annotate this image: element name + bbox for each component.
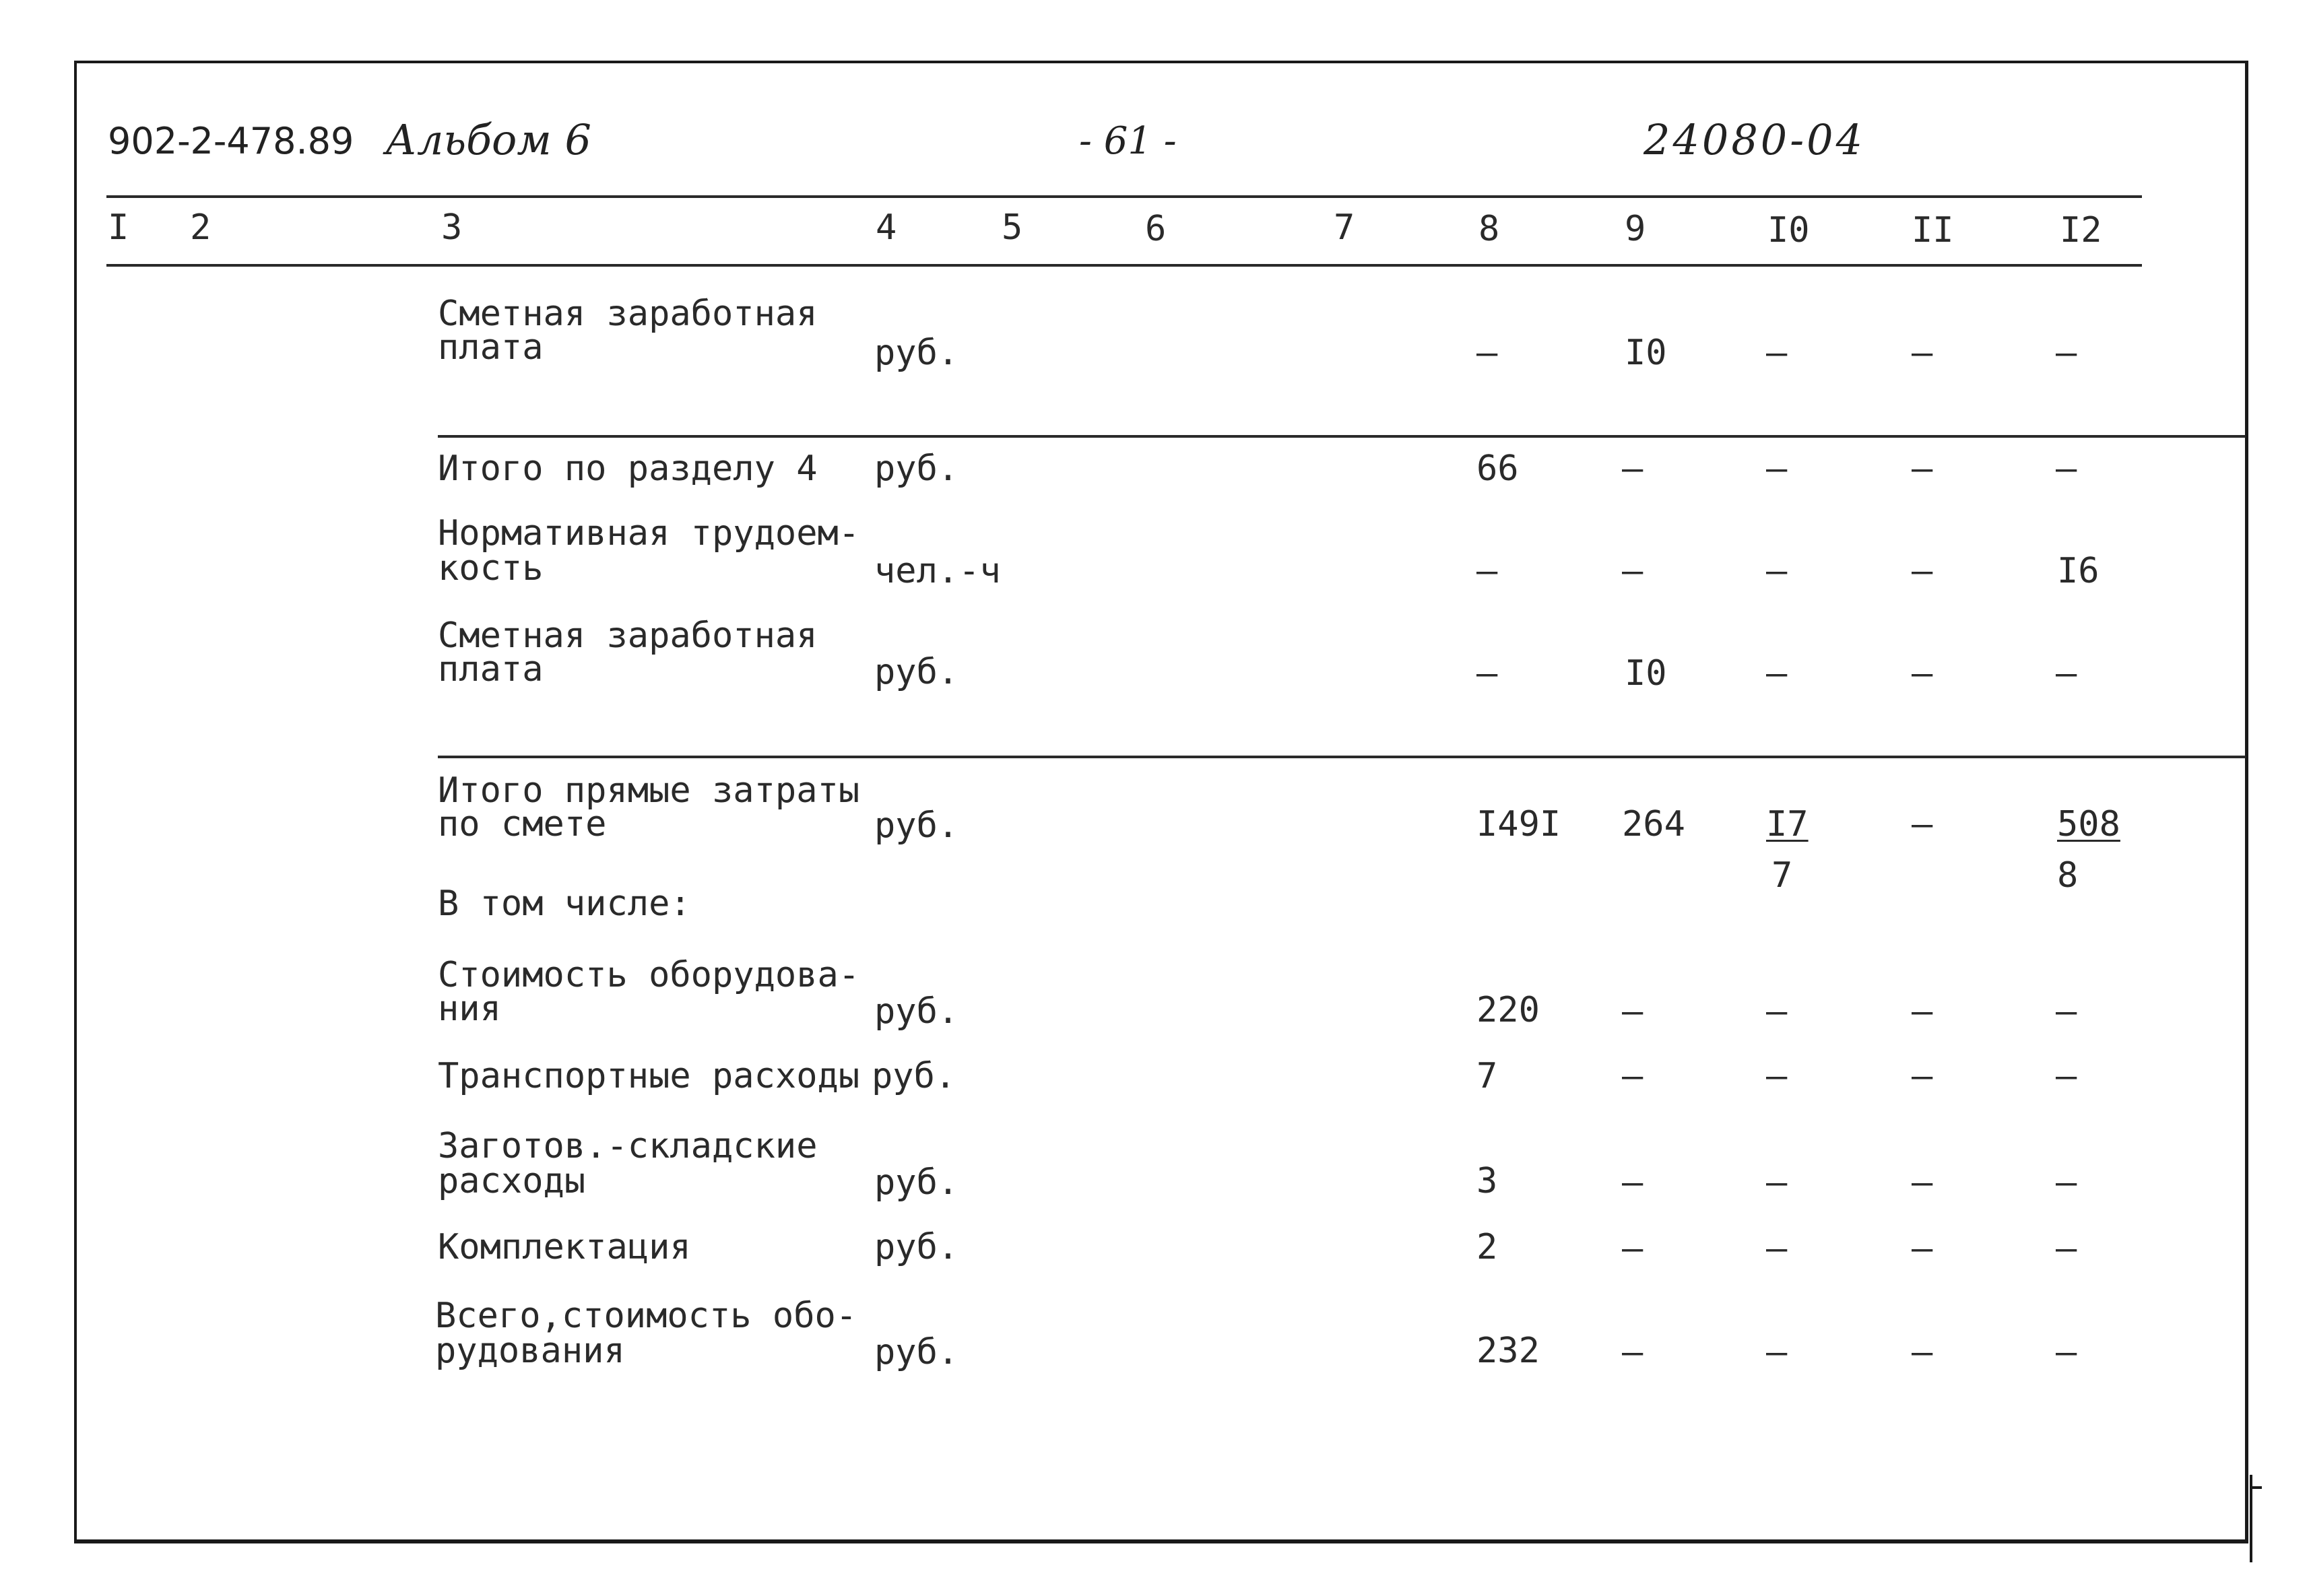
row-col10-sub: 7: [1771, 855, 1793, 896]
col-header-7: 7: [1334, 207, 1355, 248]
row-label-line1: Заготов.-складские: [438, 1126, 818, 1166]
row-col11: –: [1912, 1332, 1933, 1372]
row-col11: –: [1912, 653, 1933, 694]
row-col11: –: [1912, 1228, 1933, 1269]
row-col10: –: [1766, 991, 1788, 1032]
row-col9: –: [1622, 1162, 1643, 1203]
col-header-10: I0: [1767, 210, 1810, 251]
row-label-line1: Сметная заработная: [438, 294, 818, 334]
row-label-line1: Итого прямые затраты: [438, 770, 860, 811]
row-col9: –: [1622, 1056, 1643, 1096]
row-label-line1: Сметная заработная: [438, 616, 818, 656]
row-unit: руб.: [874, 805, 959, 846]
col-header-9: 9: [1625, 209, 1646, 249]
row-unit: руб.: [874, 652, 959, 692]
row-col12: I6: [2057, 551, 2100, 591]
row-col8: I49I: [1476, 804, 1561, 844]
row-col9: I0: [1625, 333, 1667, 373]
col-header-1: I: [108, 207, 129, 248]
col-header-12: I2: [2060, 210, 2102, 251]
row-col11: –: [1912, 1162, 1933, 1203]
row-unit: руб.: [874, 333, 959, 373]
row-col10: –: [1766, 1162, 1788, 1203]
row-unit: чел.-ч: [874, 551, 1001, 591]
row-label-line2: по смете: [438, 804, 607, 844]
row-unit: руб.: [874, 1162, 959, 1203]
row-label-line2: кость: [438, 548, 544, 589]
row-col11: –: [1912, 804, 1933, 844]
row-col8: 2: [1476, 1227, 1498, 1267]
row-col10: –: [1766, 653, 1788, 694]
row-unit: руб.: [874, 1227, 959, 1267]
page-frame: [74, 61, 2248, 1543]
row-col12: –: [2056, 448, 2077, 489]
row-label-line2: плата: [438, 327, 544, 368]
section-rule: [438, 756, 2246, 758]
row-col9: –: [1622, 1228, 1643, 1269]
row-col8: 232: [1476, 1331, 1540, 1371]
row-col12: –: [2056, 1162, 2077, 1203]
row-label-line1: Стоимость оборудова-: [438, 955, 860, 995]
row-label-line1: Нормативная трудоем-: [438, 513, 860, 554]
col-header-8: 8: [1478, 209, 1500, 249]
row-col11: –: [1912, 333, 1933, 373]
row-col8: 220: [1476, 990, 1540, 1030]
row-col8: –: [1476, 551, 1498, 591]
page-number: - 61 -: [1079, 119, 1177, 163]
row-col10: –: [1766, 1332, 1788, 1372]
row-col12-sub: 8: [2057, 855, 2079, 896]
row-label-line2: расходы: [438, 1161, 586, 1201]
row-col10: –: [1766, 1228, 1788, 1269]
row-col11: –: [1912, 551, 1933, 591]
row-unit: руб.: [874, 448, 959, 489]
row-col9: –: [1622, 991, 1643, 1032]
row-label-line2: плата: [438, 649, 544, 690]
row-col10: –: [1766, 551, 1788, 591]
row-col12: –: [2056, 653, 2077, 694]
row-col12: –: [2056, 991, 2077, 1032]
row-label-line1: Транспортные расходы: [438, 1056, 860, 1096]
row-col8: 3: [1476, 1161, 1498, 1201]
album-label: Альбом 6: [385, 115, 591, 164]
doc-code: 902-2-478.89: [108, 120, 354, 162]
document-number: 24080-04: [1643, 115, 1866, 164]
header-rule-top: [106, 195, 2142, 198]
row-unit: руб.: [872, 1056, 956, 1096]
row-col9: –: [1622, 448, 1643, 489]
row-col12: –: [2056, 1228, 2077, 1269]
row-col11: –: [1912, 448, 1933, 489]
row-col8: 66: [1476, 448, 1519, 489]
row-unit: руб.: [874, 991, 959, 1032]
col-header-2: 2: [190, 207, 211, 248]
row-label-line1: Всего,стоимость обо-: [435, 1296, 857, 1336]
row-col11: –: [1912, 991, 1933, 1032]
col-header-11: II: [1912, 210, 1954, 251]
col-header-4: 4: [876, 207, 897, 248]
row-col12: 508: [2057, 804, 2120, 844]
col-header-3: 3: [441, 207, 463, 248]
row-label-line1: Итого по разделу 4: [438, 448, 818, 489]
row-col9: I0: [1625, 653, 1667, 694]
row-label-line1: Комплектация: [438, 1227, 691, 1267]
row-col9: –: [1622, 1332, 1643, 1372]
row-col12: –: [2056, 1332, 2077, 1372]
row-col8: –: [1476, 653, 1498, 694]
header-rule-bottom: [106, 264, 2142, 267]
row-label-line2: ния: [438, 989, 501, 1029]
row-col9: –: [1622, 551, 1643, 591]
row-col10: –: [1766, 333, 1788, 373]
row-col12: –: [2056, 333, 2077, 373]
section-rule: [438, 435, 2246, 438]
row-col10: –: [1766, 1056, 1788, 1096]
edge-mark-vertical: [2250, 1475, 2252, 1562]
row-col8: –: [1476, 333, 1498, 373]
col-header-5: 5: [1002, 207, 1023, 248]
subsection-heading: В том числе:: [438, 884, 691, 924]
row-col10: –: [1766, 448, 1788, 489]
row-col9: 264: [1622, 804, 1685, 844]
row-unit: руб.: [874, 1332, 959, 1372]
row-col11: –: [1912, 1056, 1933, 1096]
col-header-6: 6: [1145, 209, 1167, 249]
row-col10: I7: [1766, 804, 1809, 844]
row-label-line2: рудования: [435, 1331, 625, 1371]
row-col8: 7: [1476, 1056, 1498, 1096]
row-col12: –: [2056, 1056, 2077, 1096]
